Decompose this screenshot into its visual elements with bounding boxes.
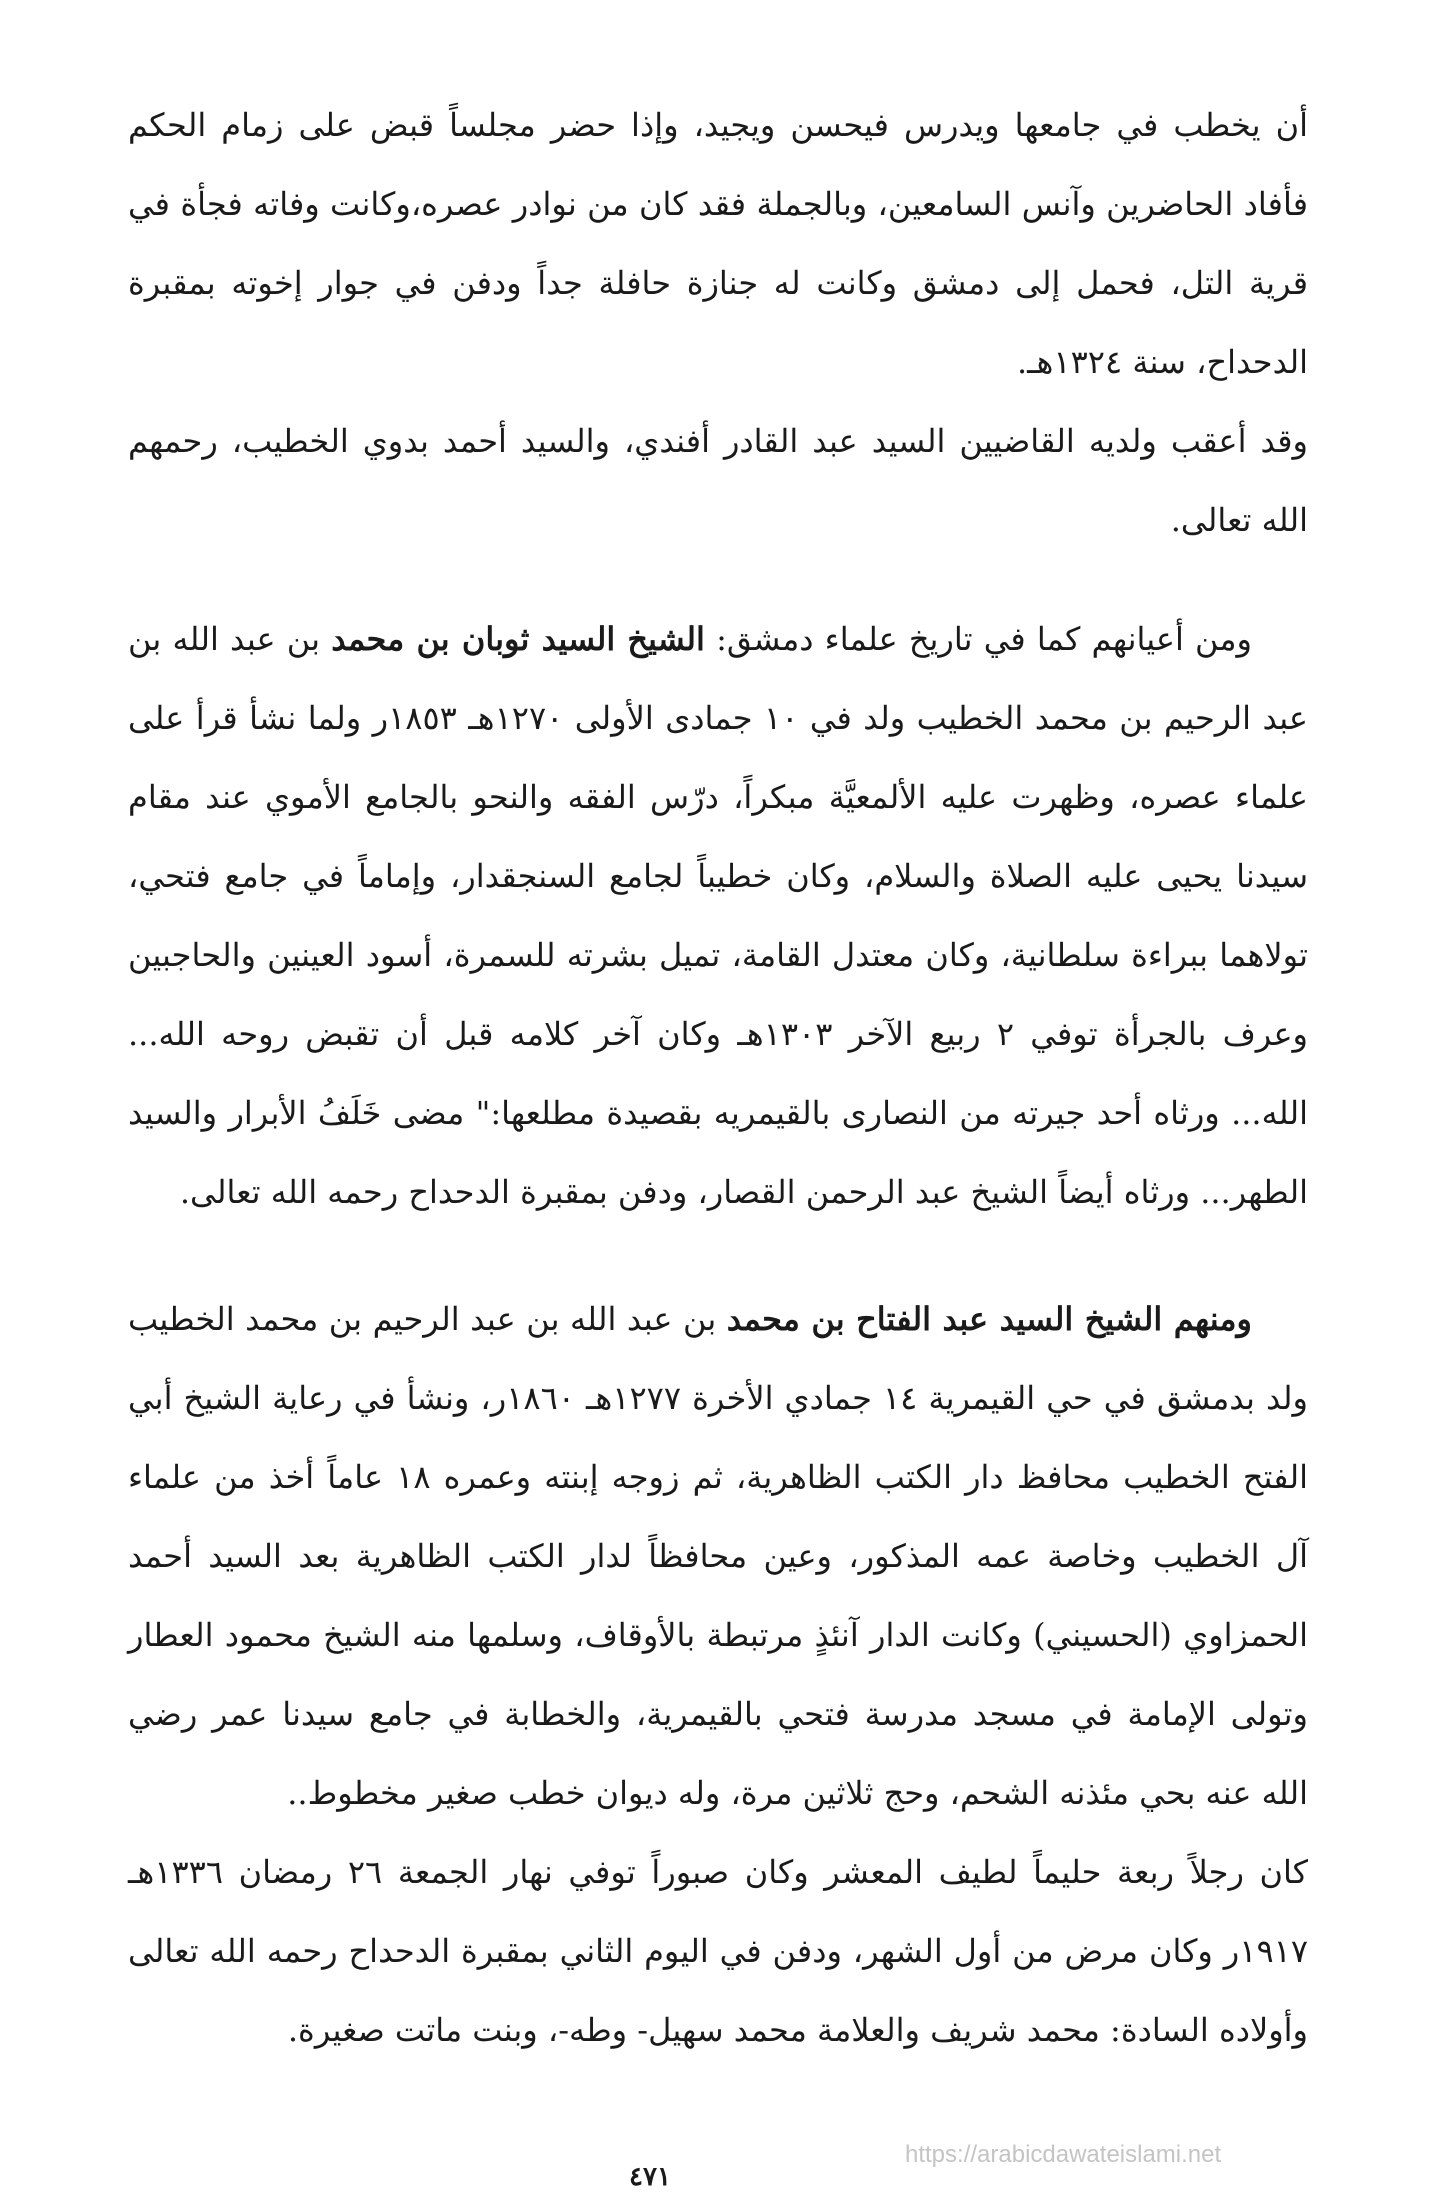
paragraph-thawban-biography [128,600,1308,1232]
biography-heading-name: الشيخ السيد ثوبان بن محمد [331,620,705,658]
paragraph-body-text: بن عبد الله بن عبد الرحيم بن محمد الخطيب ولد بدمشق في حي القيمرية ١٤ جمادي الأخرة ١٢٧٧هـ ١٨٦٠ر، ونشأ في رعاية الشيخ أبي الفتح الخطيب محافظ دار الكتب الظاهرية، ثم زوجه إبنته وعمره ١٨ عاماً أخذ من علماء آل الخطيب وخاصة عمه المذكور، وعين محافظاً لدار الكتب الظاهرية بعد السيد أحمد الحمزاوي (الحسيني) وكانت الدار آنئذٍ مرتبطة بالأوقاف، وسلمها منه الشيخ محمود العطار وتولى الإمامة في مسجد مدرسة فتحي بالقيمرية، والخطابة في جامع سيدنا عمر رضي الله عنه بحي مئذنه الشحم، وحج ثلاثين مرة، وله ديوان خطب صغير مخطوط.. [128,1300,1309,1812]
page-number: ٤٧١ [629,2162,671,2192]
website-watermark: https://arabicdawateislami.net [905,2141,1222,2168]
text-section-thawban [128,600,1308,1232]
paragraph-death-burial: أن يخطب في جامعها ويدرس فيحسن ويجيد، وإذا حضر مجلساً قبض على زمام الحكم فأفاد الحاضرين وآنس السامعين، وبالجملة فقد كان من نوادر عصره،وكانت وفاته فجأة في قرية التل، فحمل إلى دمشق وكانت له جنازة حافلة جداً ودفن في جوار إخوته بمقبرة الدحداح، سنة ١٣٢٤هـ. [128,106,1309,381]
paragraph-descendants: وقد أعقب ولديه القاضيين السيد عبد القادر أفندي، والسيد أحمد بدوي الخطيب، رحمهم الله تعالى. [128,422,1308,539]
paragraph-body-text: بن عبد الله بن عبد الرحيم بن محمد الخطيب ولد في ١٠ جمادى الأولى ١٢٧٠هـ ١٨٥٣ر ولما نشأ قرأ على علماء عصره، وظهرت عليه الألمعيَّة مبكراً، درّس الفقه والنحو بالجامع الأموي عند مقام سيدنا يحيى عليه الصلاة والسلام، وكان خطيباً لجامع السنجقدار، وإماماً في جامع فتحي، تولاهما ببراءة سلطانية، وكان معتدل القامة، تميل بشرته للسمرة، أسود العينين والحاجبين وعرف بالجرأة توفي ٢ ربيع الآخر ١٣٠٣هـ وكان آخر كلامه قبل أن تقبض روحه الله... الله... ورثاه أحد جيرته من النصارى بالقيمريه بقصيدة مطلعها:" مضى خَلَفُ الأبرار والسيد الطهر... ورثاه أيضاً الشيخ عبد الرحمن القصار، ودفن بمقبرة الدحداح رحمه الله تعالى. [128,620,1309,1211]
paragraph-intro-text: ومن أعيانهم كما في تاريخ علماء دمشق: [704,620,1253,658]
text-section-abdulfattah [128,1280,1308,2070]
paragraph-abdulfattah-biography [128,1280,1308,1833]
text-section-intro [128,86,1308,560]
paragraph-abdulfattah-death: كان رجلاً ربعة حليماً لطيف المعشر وكان صبوراً توفي نهار الجمعة ٢٦ رمضان ١٣٣٦هـ ١٩١٧ر وكان مرض من أول الشهر، ودفن في اليوم الثاني بمقبرة الدحداح رحمه الله تعالى وأولاده السادة: محمد شريف والعلامة محمد سهيل- وطه-، وبنت ماتت صغيرة. [128,1853,1309,2049]
biography-heading-name: ومنهم الشيخ السيد عبد الفتاح بن محمد [726,1300,1253,1338]
